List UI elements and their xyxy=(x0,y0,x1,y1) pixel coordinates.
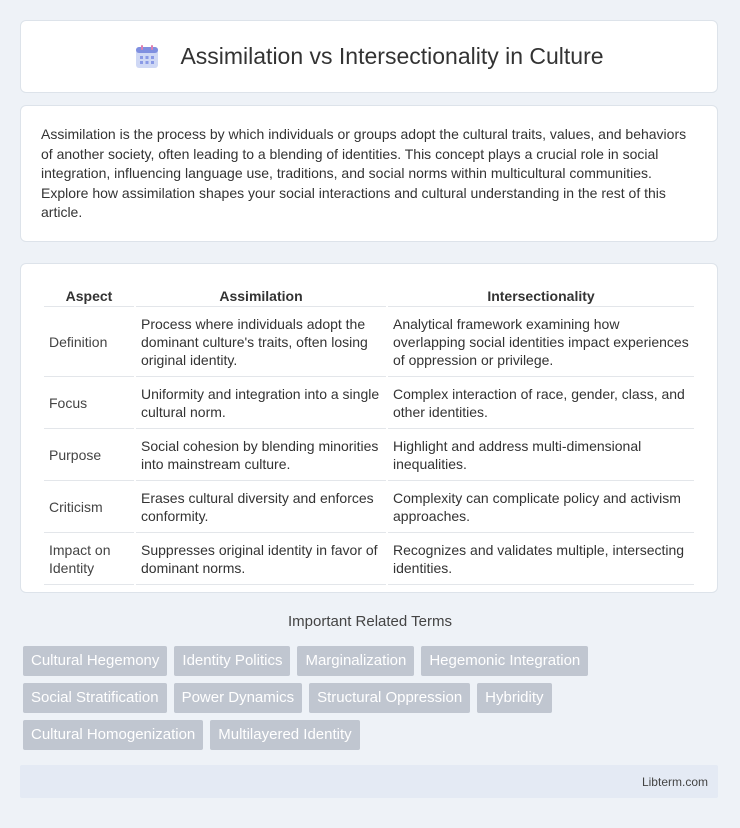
intro-card xyxy=(20,105,718,242)
related-term-tag[interactable]: Identity Politics xyxy=(174,646,290,676)
table-cell: Highlight and address multi-dimensional inequalities. xyxy=(388,431,694,481)
related-term-tag[interactable]: Structural Oppression xyxy=(309,683,470,713)
header-card xyxy=(20,20,718,93)
related-term-tag[interactable]: Marginalization xyxy=(297,646,414,676)
column-header: Assimilation xyxy=(136,284,386,307)
table-cell: Purpose xyxy=(44,431,134,481)
related-term-tag[interactable]: Power Dynamics xyxy=(174,683,303,713)
table-cell: Analytical framework examining how overlapping social identities impact experiences of oppression or privilege. xyxy=(388,309,694,377)
related-terms-list xyxy=(23,646,723,757)
footer xyxy=(20,765,718,798)
table-cell: Erases cultural diversity and enforces conformity. xyxy=(136,483,386,533)
calendar-grid-icon xyxy=(134,44,160,70)
related-term-tag[interactable]: Cultural Hegemony xyxy=(23,646,167,676)
table-row xyxy=(44,379,694,429)
related-terms-title: Important Related Terms xyxy=(288,613,452,630)
related-term-tag[interactable]: Hegemonic Integration xyxy=(421,646,588,676)
related-term-tag[interactable]: Social Stratification xyxy=(23,683,167,713)
table-cell: Impact on Identity xyxy=(44,535,134,585)
related-term-tag[interactable]: Multilayered Identity xyxy=(210,720,359,750)
table-cell: Complex interaction of race, gender, class, and other identities. xyxy=(388,379,694,429)
table-header-row xyxy=(44,284,694,307)
related-term-tag[interactable]: Hybridity xyxy=(477,683,551,713)
table-row xyxy=(44,535,694,585)
column-header: Intersectionality xyxy=(388,284,694,307)
comparison-table-card xyxy=(20,263,718,593)
table-row xyxy=(44,483,694,533)
intro-text: Assimilation is the process by which individuals or groups adopt the cultural traits, values, and behaviors of another society, often leading to a blending of identities. This concept plays a crucial role in social integration, influencing language use, traditions, and social norms within multicultural communities. Explore how assimilation shapes your social interactions and cultural understanding in the rest of this article. xyxy=(41,126,687,221)
table-row xyxy=(44,309,694,377)
footer-site-link[interactable]: Libterm.com xyxy=(641,774,708,789)
table-cell: Complexity can complicate policy and activism approaches. xyxy=(388,483,694,533)
table-cell: Suppresses original identity in favor of dominant norms. xyxy=(136,535,386,585)
table-cell: Uniformity and integration into a single cultural norm. xyxy=(136,379,386,429)
table-cell: Process where individuals adopt the dominant culture's traits, often losing original identity. xyxy=(136,309,386,377)
table-cell: Recognizes and validates multiple, intersecting identities. xyxy=(388,535,694,585)
table-cell: Focus xyxy=(44,379,134,429)
comparison-table xyxy=(42,282,696,587)
table-cell: Criticism xyxy=(44,483,134,533)
table-row xyxy=(44,431,694,481)
page-title: Assimilation vs Intersectionality in Culture xyxy=(180,43,604,69)
related-term-tag[interactable]: Cultural Homogenization xyxy=(23,720,203,750)
column-header: Aspect xyxy=(44,284,134,307)
table-cell: Social cohesion by blending minorities into mainstream culture. xyxy=(136,431,386,481)
table-cell: Definition xyxy=(44,309,134,377)
